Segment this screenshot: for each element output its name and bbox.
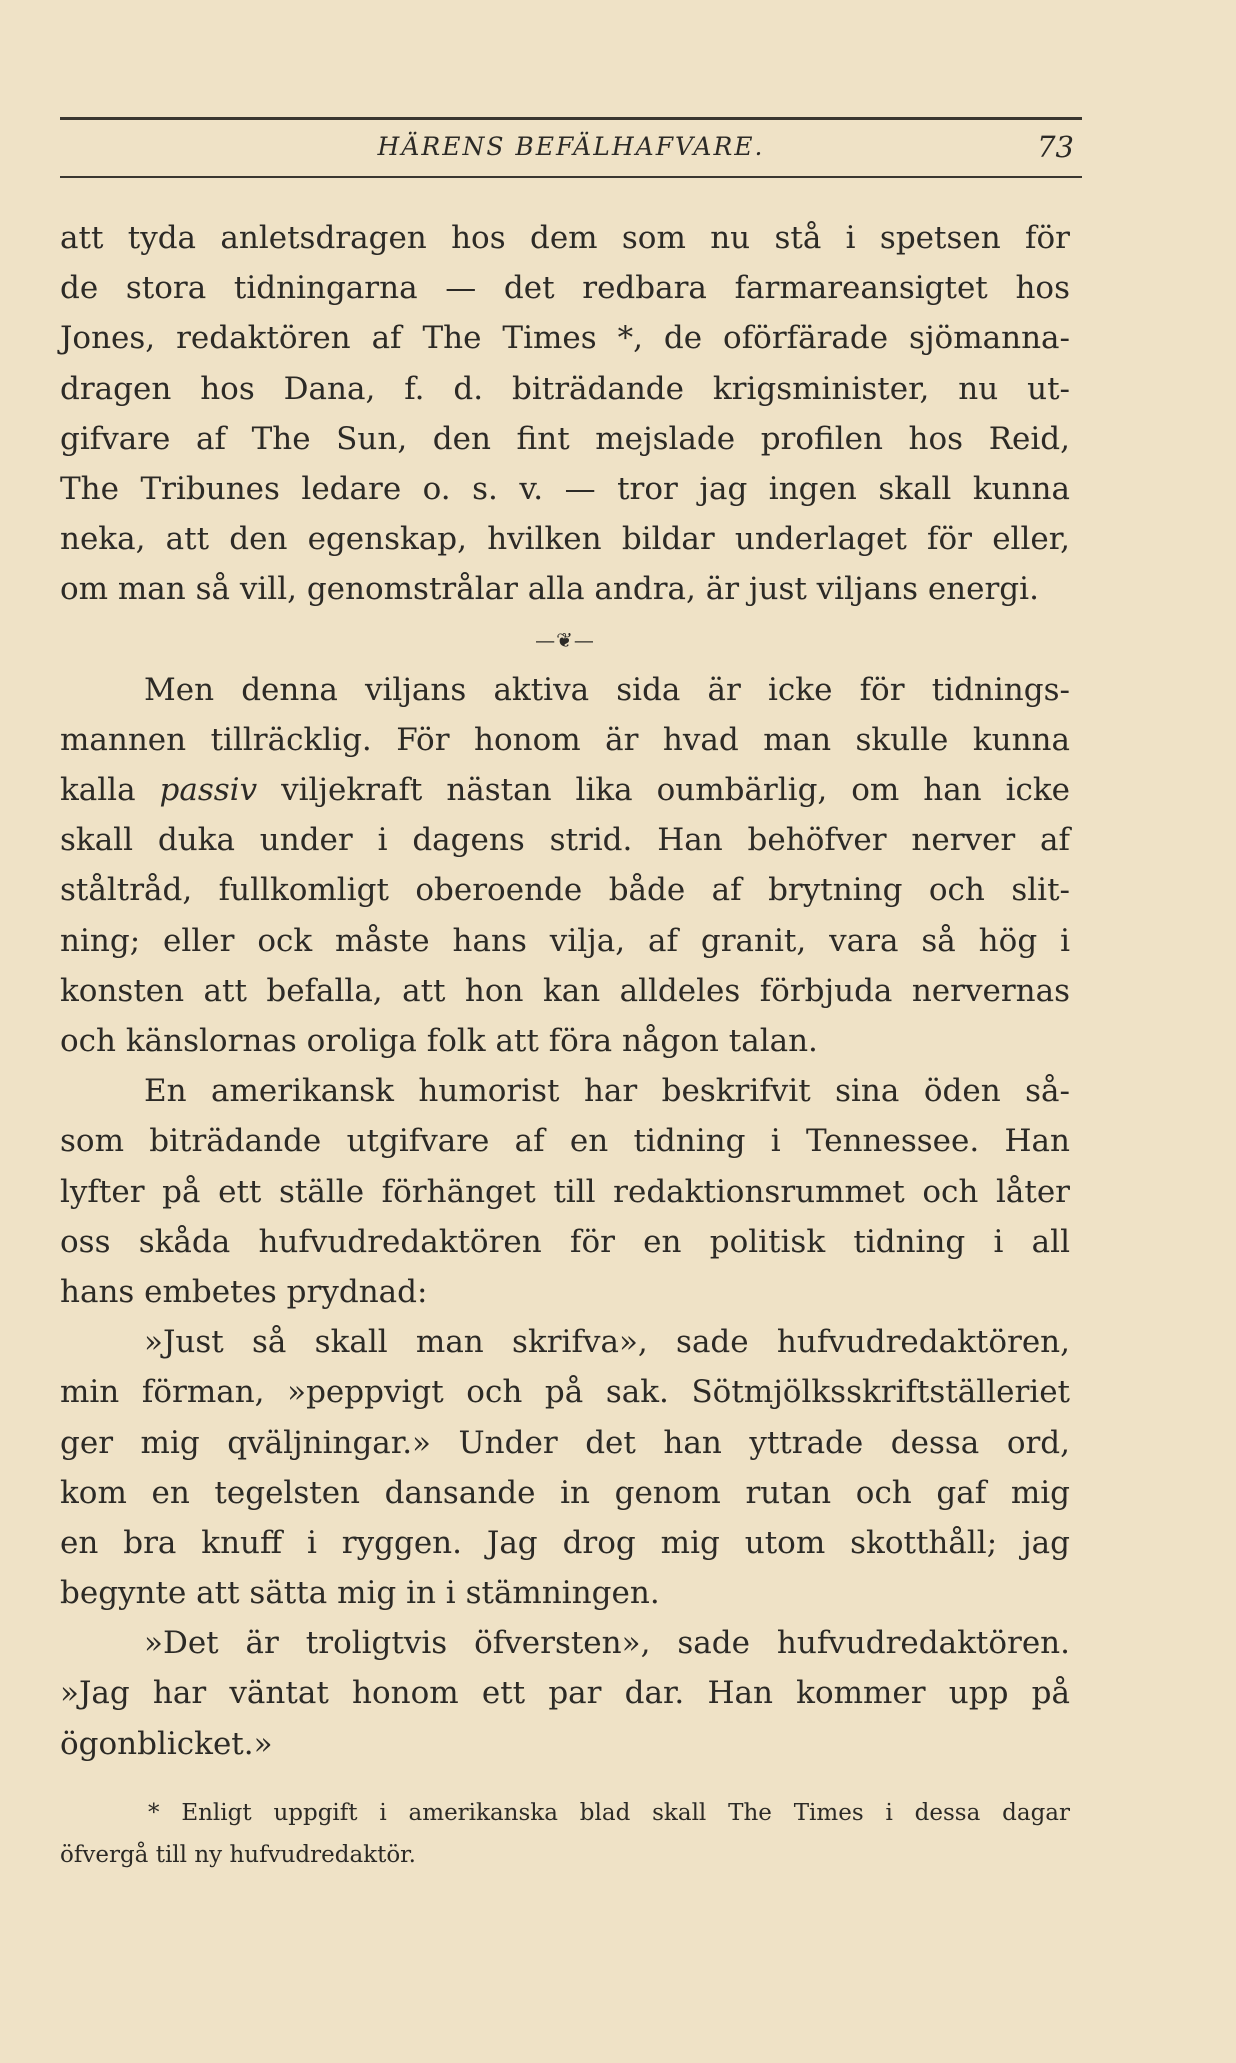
- text-line: En amerikansk humorist har beskrifvit sina öden så-: [144, 1073, 1070, 1110]
- page-number: 73: [1037, 130, 1074, 164]
- text-line: [60, 765, 1070, 815]
- text-line: och känslornas oroliga folk att föra någon talan.: [60, 1023, 818, 1059]
- body-text: [60, 213, 1070, 1769]
- text-line: begynte att sätta mig in i stämningen.: [60, 1575, 660, 1612]
- footnote: [60, 1792, 1070, 1876]
- text-line: kom en tegelsten dansande in genom rutan och gaf mig: [60, 1474, 1070, 1511]
- paragraph-4: [60, 1317, 1070, 1618]
- emphasis-word: passiv: [159, 772, 258, 809]
- text-line: lyfter på ett ställe förhänget till redaktionsrummet och låter: [60, 1173, 1070, 1210]
- text-line: ger mig qväljningar.» Under det han yttrade dessa ord,: [60, 1424, 1070, 1461]
- text-line: skall duka under i dagens strid. Han behöfver nerver af: [60, 822, 1070, 859]
- text-line: konsten att befalla, att hon kan alldeles förbjuda nervernas: [60, 972, 1070, 1009]
- section-ornament: —❦—: [535, 627, 595, 652]
- text-line: Jones, redaktören af The Times *, de oförfärade sjömanna-: [60, 320, 1070, 357]
- paragraph-2: [60, 665, 1070, 1067]
- paragraph-1: [60, 213, 1070, 615]
- text-line: ögonblicket.»: [60, 1725, 273, 1762]
- text-line: gifvare af The Sun, den fint mejslade profilen hos Reid,: [60, 420, 1070, 457]
- header-rule-top: [60, 117, 1082, 120]
- text-line: ståltråd, fullkomligt oberoende både af brytning och slit-: [60, 872, 1070, 909]
- text-line: att tyda anletsdragen hos dem som nu stå i spetsen för: [60, 220, 1070, 256]
- text-line: ning; eller ock måste hans vilja, af granit, vara så hög i: [60, 922, 1070, 959]
- text-line: »Jag har väntat honom ett par dar. Han kommer upp på: [60, 1675, 1070, 1712]
- text-line: mannen tillräcklig. För honom är hvad man skulle kunna: [60, 721, 1070, 758]
- text-line: dragen hos Dana, f. d. biträdande krigsminister, nu ut-: [60, 370, 1070, 407]
- text-line: om man så vill, genomstrålar alla andra, är just viljans energi.: [60, 571, 1039, 608]
- text-line: neka, att den egenskap, hvilken bildar underlaget för eller,: [60, 521, 1070, 558]
- text-line: en bra knuff i ryggen. Jag drog mig utom skotthåll; jag: [60, 1524, 1070, 1561]
- running-header: [60, 128, 1082, 172]
- text-line: som biträdande utgifvare af en tidning i Tennessee. Han: [60, 1123, 1070, 1160]
- text-fragment: kalla: [60, 772, 136, 809]
- text-fragment: viljekraft nästan lika oumbärlig, om han icke: [281, 772, 1070, 809]
- text-line: »Det är troligtvis öfversten», sade hufvudredaktören.: [144, 1625, 1070, 1662]
- paragraph-3: [60, 1066, 1070, 1317]
- footnote-line: öfvergå till ny hufvudredaktör.: [60, 1842, 416, 1868]
- text-line: »Just så skall man skrifva», sade hufvudredaktören,: [144, 1324, 1070, 1361]
- running-title: HÄRENS BEFÄLHAFVARE.: [377, 132, 765, 161]
- paragraph-5: [60, 1618, 1070, 1769]
- text-line: oss skåda hufvudredaktören för en politisk tidning i all: [60, 1223, 1070, 1260]
- text-line: de stora tidningarna — det redbara farmareansigtet hos: [60, 270, 1070, 307]
- text-line: The Tribunes ledare o. s. v. — tror jag ingen skall kunna: [60, 470, 1070, 507]
- text-line: Men denna viljans aktiva sida är icke för tidnings-: [144, 671, 1070, 708]
- footnote-line: * Enligt uppgift i amerikanska blad skall The Times i dessa dagar: [148, 1800, 1070, 1826]
- text-line: hans embetes prydnad:: [60, 1273, 428, 1310]
- header-rule-bottom: [60, 176, 1082, 178]
- text-line: min förman, »peppvigt och på sak. Sötmjölksskriftställeriet: [60, 1374, 1070, 1411]
